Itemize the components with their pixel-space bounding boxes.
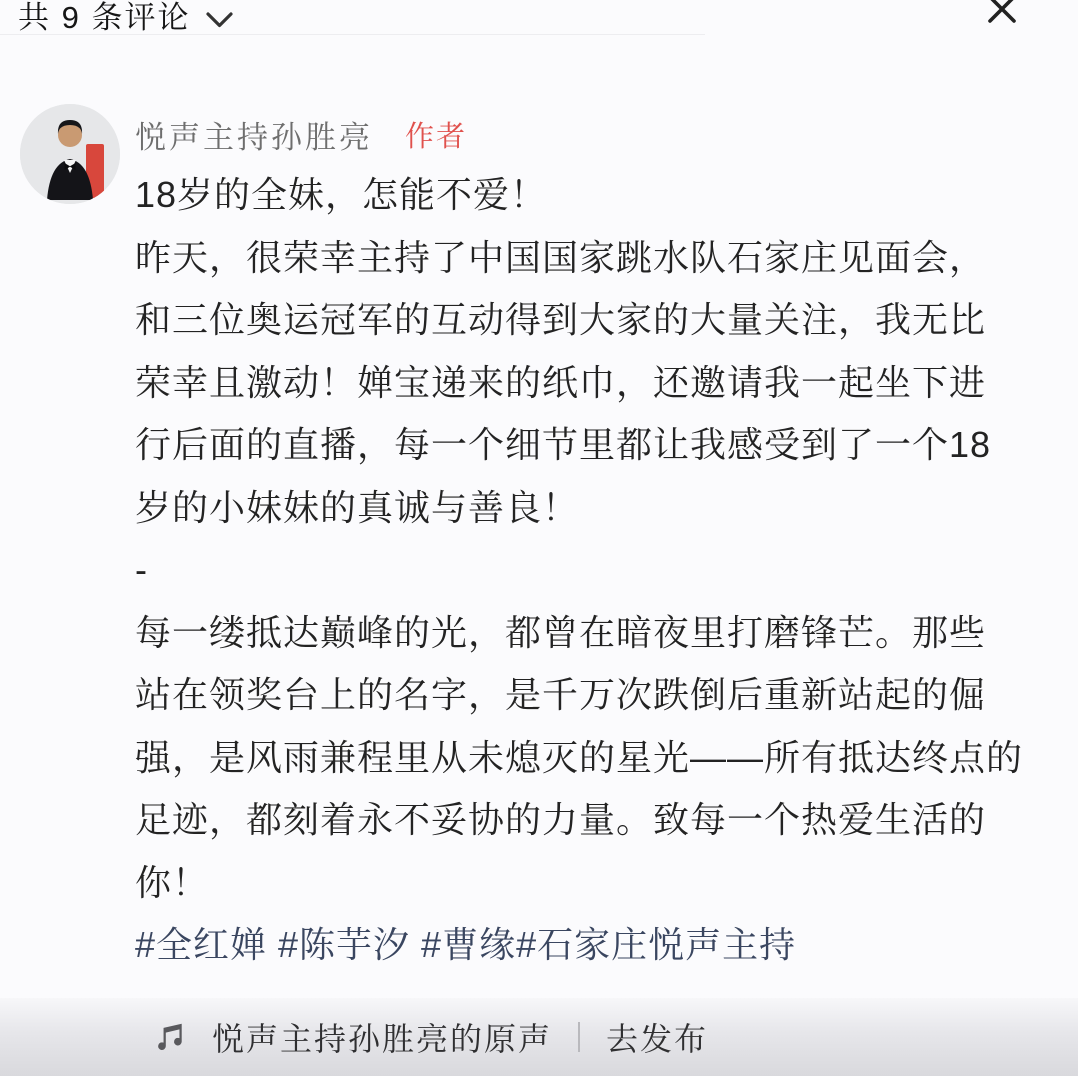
author-name[interactable]: 悦声主持孙胜亮 <box>135 119 373 155</box>
post-content <box>135 112 1047 977</box>
post-body-line: 昨天，很荣幸主持了中国国家跳水队石家庄见面会， <box>135 236 987 278</box>
author-badge: 作者 <box>405 120 468 153</box>
music-note-icon <box>152 1019 188 1055</box>
post-hashtags[interactable]: #全红婵 #陈芋汐 #曹缘#石家庄悦声主持 <box>135 924 797 965</box>
author-row <box>135 112 1047 156</box>
post-body-line: 18岁的全妹，怎能不爱！ <box>135 174 548 215</box>
post-body-line: 每一缕抵达巅峰的光，都曾在暗夜里打磨锋芒。那些 <box>135 611 987 653</box>
post-body-line: 和三位奥运冠军的互动得到大家的大量关注，我无比 <box>135 299 987 340</box>
post-body-line: 岁的小妹妹的真诚与善良！ <box>135 486 580 528</box>
publish-button[interactable]: 去发布 <box>606 1021 709 1057</box>
header-divider <box>0 34 705 35</box>
post-body-line: 荣幸且激动！婵宝递来的纸巾，还邀请我一起坐下进 <box>135 361 987 403</box>
post-body-line: 你！ <box>135 861 210 903</box>
comments-count-label: 共 9 条评论 <box>18 0 191 35</box>
post-body-line: 足迹，都刻着永不妥协的力量。致每一个热爱生活的 <box>135 799 987 840</box>
post-body-line: 行后面的直播，每一个细节里都让我感受到了一个18 <box>135 424 992 465</box>
close-button[interactable] <box>982 0 1022 34</box>
avatar-illustration <box>20 104 120 204</box>
comments-count-toggle[interactable] <box>18 0 233 37</box>
avatar[interactable] <box>20 104 120 204</box>
music-bar-divider <box>578 1022 580 1052</box>
post-body <box>135 164 1047 977</box>
chevron-down-icon <box>206 1 233 37</box>
sound-title[interactable]: 悦声主持孙胜亮的原声 <box>212 1021 553 1057</box>
post-body-line: - <box>135 549 148 590</box>
post-body-line: 站在领奖台上的名字，是千万次跌倒后重新站起的倔 <box>135 674 987 715</box>
close-icon <box>985 0 1019 33</box>
post-body-line: 强，是风雨兼程里从未熄灭的星光——所有抵达终点的 <box>135 736 1024 778</box>
music-bar <box>0 998 1078 1076</box>
